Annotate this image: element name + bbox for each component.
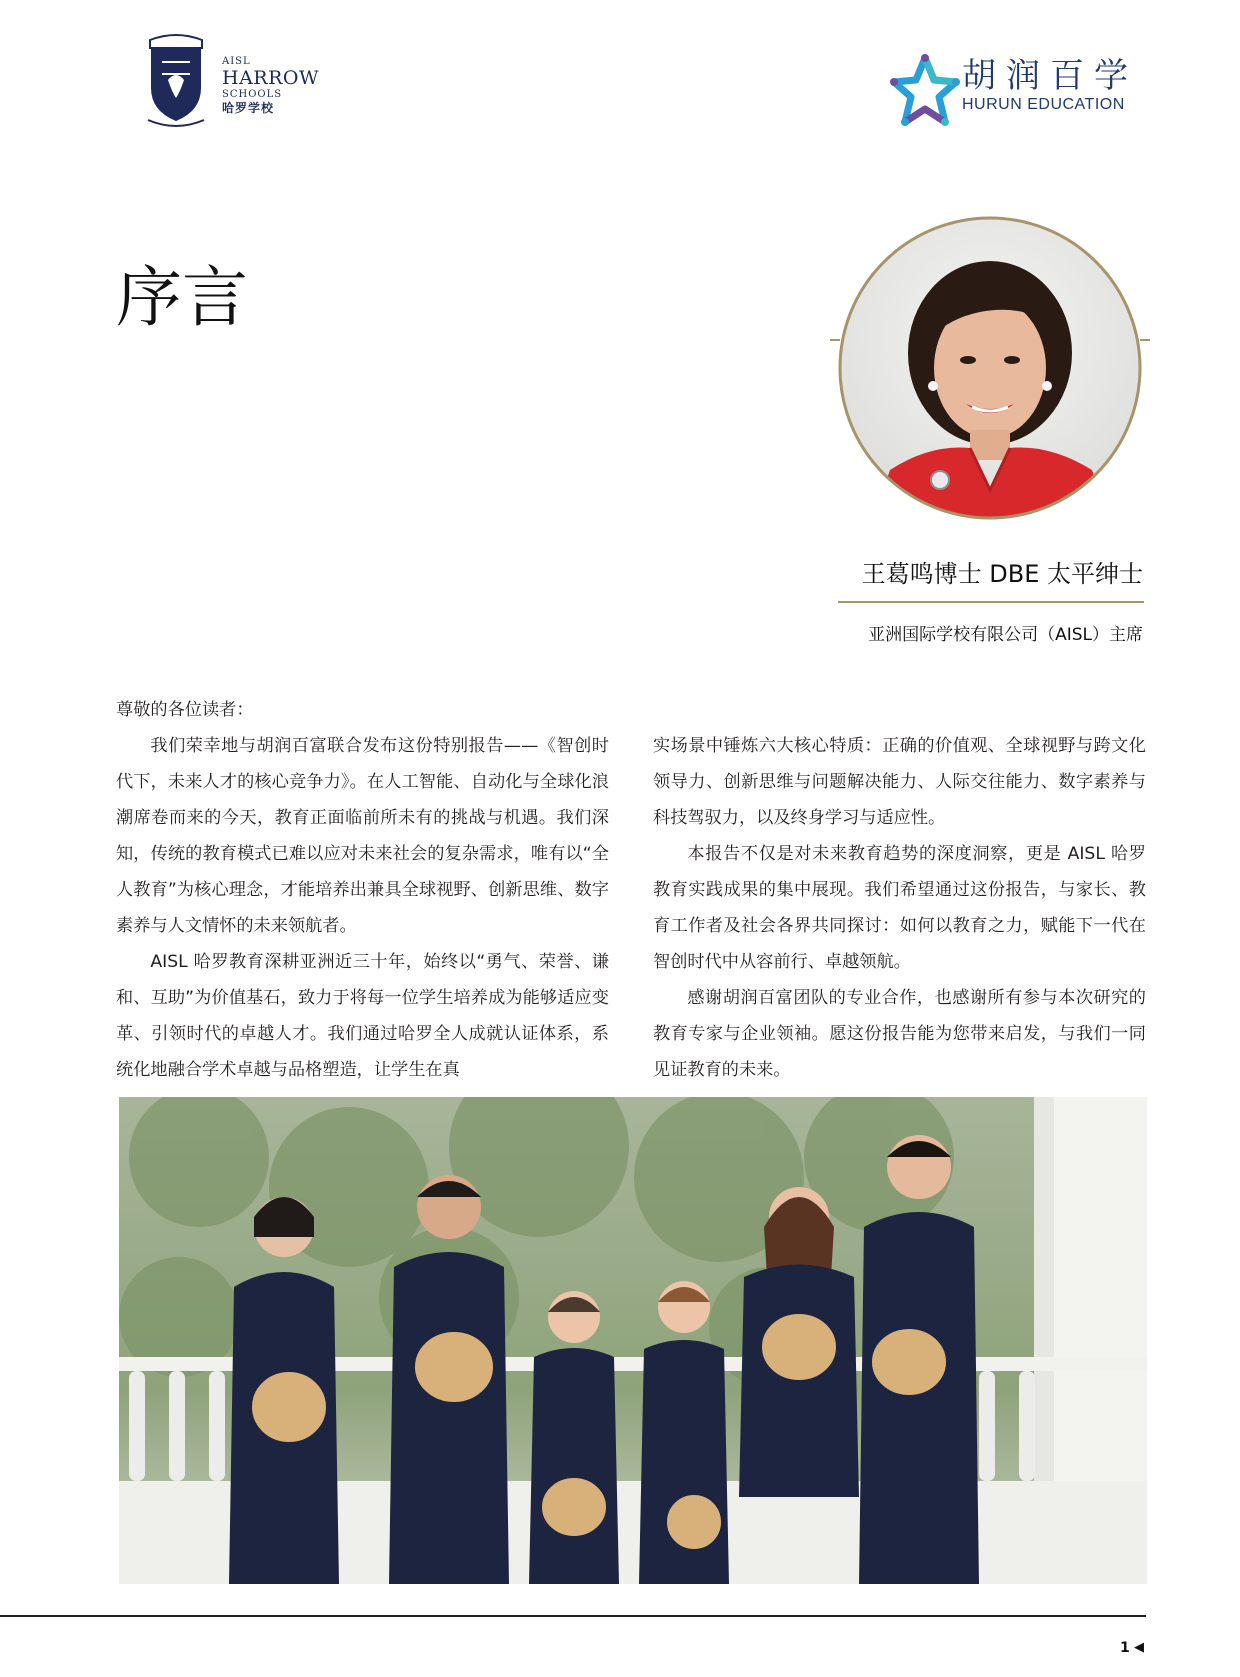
harrow-crest-icon xyxy=(140,32,212,132)
portrait-image xyxy=(830,208,1150,528)
letter-paragraph: 实场景中锤炼六大核心特质：正确的价值观、全球视野与跨文化领导力、创新思维与问题解决能力、人际交往能力、数字素养与科技驾驭力，以及终身学习与适应性。 xyxy=(653,736,1146,828)
letter-paragraph: 本报告不仅是对未来教育趋势的深度洞察，更是 AISL 哈罗教育实践成果的集中展现。我们希望通过这份报告，与家长、教育工作者及社会各界共同探讨：如何以教育之力，赋能下一代在智创时代中从容前行、卓越领航。 xyxy=(653,844,1146,972)
harrow-schools-logo xyxy=(140,32,330,132)
page-number: 1 xyxy=(1120,1640,1130,1656)
students-photo-image xyxy=(119,1097,1147,1584)
hurun-education-logo xyxy=(890,52,1155,134)
letter-paragraph: 我们荣幸地与胡润百富联合发布这份特别报告——《智创时代下，未来人才的核心竞争力》。在人工智能、自动化与全球化浪潮席卷而来的今天，教育正面临前所未有的挑战与机遇。我们深知，传统的教育模式已难以应对未来社会的复杂需求，唯有以“全人教育”为核心理念，才能培养出兼具全球视野、创新思维、数字素养与人文情怀的未来领航者。 xyxy=(116,736,609,936)
letter-greeting: 尊敬的各位读者： xyxy=(116,700,254,720)
hurun-logo-chinese: 胡润百学 xyxy=(962,56,1138,96)
page-arrow-icon: ◀ xyxy=(1134,1640,1144,1655)
harrow-logo-name: HARROW xyxy=(222,67,320,89)
page-title: 序言 xyxy=(116,259,248,336)
letter-column-right xyxy=(653,728,1146,1088)
author-role: 亚洲国际学校有限公司（AISL）主席 xyxy=(868,625,1143,645)
harrow-logo-aisl: AISL xyxy=(222,56,251,67)
letter-column-left xyxy=(116,728,609,1088)
author-portrait xyxy=(830,208,1150,528)
harrow-logo-chinese: 哈罗学校 xyxy=(222,101,275,115)
students-photo xyxy=(119,1097,1147,1584)
author-name: 王葛鸣博士 DBE 太平绅士 xyxy=(861,560,1143,588)
name-divider xyxy=(838,601,1144,603)
footer-rule xyxy=(0,1615,1146,1617)
letter-paragraph: 感谢胡润百富团队的专业合作，也感谢所有参与本次研究的教育专家与企业领袖。愿这份报告能为您带来启发，与我们一同见证教育的未来。 xyxy=(653,988,1146,1080)
harrow-logo-schools: SCHOOLS xyxy=(222,89,283,100)
hurun-logo-english: HURUN EDUCATION xyxy=(962,96,1125,113)
letter-paragraph: AISL 哈罗教育深耕亚洲近三十年，始终以“勇气、荣誉、谦和、互助”为价值基石，致力于将每一位学生培养成为能够适应变革、引领时代的卓越人才。我们通过哈罗全人成就认证体系，系统化地融合学术卓越与品格塑造，让学生在真 xyxy=(116,952,609,1080)
hurun-star-icon xyxy=(890,52,960,132)
